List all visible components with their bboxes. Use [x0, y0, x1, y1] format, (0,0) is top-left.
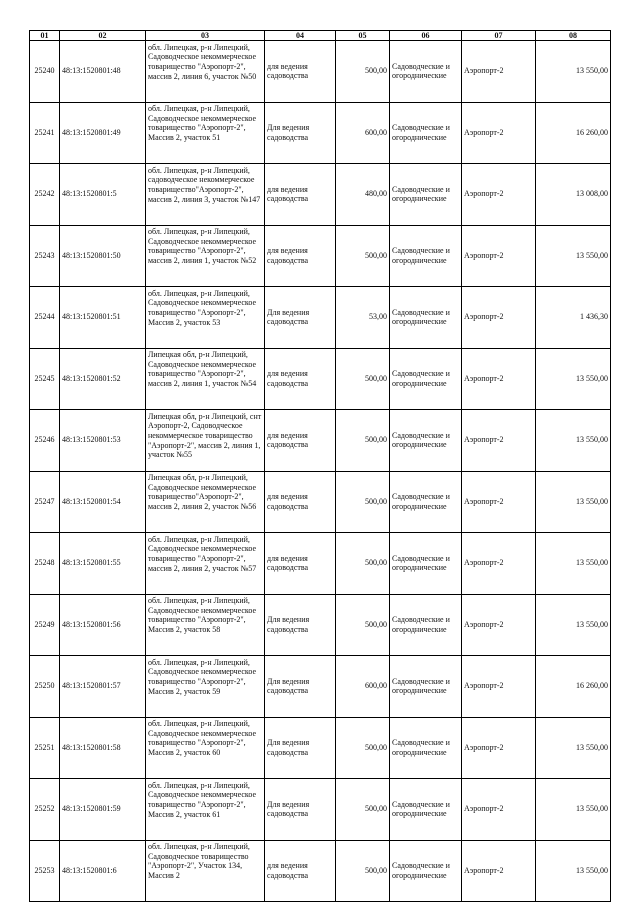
cadastral-number-cell: [60, 225, 146, 287]
zone-name: Аэропорт-2: [464, 865, 504, 875]
cadastral-number-cell: [60, 164, 146, 226]
permitted-use-cell: [265, 102, 336, 164]
land-category-cell: [390, 594, 462, 656]
permitted-use: Для ведения садоводства: [267, 615, 310, 634]
row-id-cell: [30, 840, 60, 902]
permitted-use-cell: [265, 164, 336, 226]
address-cell: [146, 410, 265, 472]
permitted-use-cell: [265, 471, 336, 533]
zone-name-cell: [462, 287, 536, 349]
cadastral-value-cell: [536, 656, 611, 718]
land-category-cell: [390, 348, 462, 410]
area-cell: [336, 410, 390, 472]
land-category: Садоводческие и огороднические: [392, 430, 450, 450]
table-body: [30, 41, 611, 902]
table-row: [30, 471, 611, 533]
row-id-cell: [30, 594, 60, 656]
cadastral-number: 48:13:1520801:52: [62, 373, 121, 383]
zone-name-cell: [462, 41, 536, 103]
row-id-cell: [30, 348, 60, 410]
row-id-cell: [30, 533, 60, 595]
zone-name: Аэропорт-2: [464, 496, 504, 506]
area: 500,00: [365, 250, 387, 260]
land-category: Садоводческие и огороднические: [392, 553, 450, 573]
area-cell: [336, 717, 390, 779]
land-category-cell: [390, 164, 462, 226]
area-cell: [336, 164, 390, 226]
permitted-use: Для ведения садоводства: [267, 676, 310, 696]
address: обл. Липецкая, р-н Липецкий, Садоводческое некоммерческое товарищество "Аэропорт-2", Массив 2, участок 59: [148, 657, 257, 696]
cadastral-value-cell: [536, 102, 611, 164]
cadastral-value: 13 550,00: [576, 66, 608, 76]
area: 500,00: [365, 619, 387, 629]
area-cell: [336, 656, 390, 718]
cadastral-value-cell: [536, 348, 611, 410]
cadastral-number: 48:13:1520801:48: [62, 66, 121, 76]
row-id: 25246: [34, 435, 55, 445]
zone-name-cell: [462, 533, 536, 595]
area-cell: [336, 225, 390, 287]
area: 500,00: [365, 558, 387, 568]
land-category: Садоводческие и огороднические: [392, 307, 450, 327]
zone-name: Аэропорт-2: [464, 127, 504, 137]
row-id-cell: [30, 102, 60, 164]
cadastral-number-cell: [60, 471, 146, 533]
cadastral-number: 48:13:1520801:51: [62, 312, 121, 322]
zone-name: Аэропорт-2: [464, 250, 504, 260]
cadastral-number-cell: [60, 594, 146, 656]
address: обл. Липецкая, р-н Липецкий, Садоводческое некоммерческое товарищество "Аэропорт-2", массив 2, линия 1, участок №52: [148, 227, 257, 266]
land-category-cell: [390, 840, 462, 902]
row-id: 25241: [34, 127, 55, 137]
area: 500,00: [365, 66, 387, 76]
area-cell: [336, 287, 390, 349]
zone-name-cell: [462, 779, 536, 841]
permitted-use-cell: [265, 287, 336, 349]
zone-name: Аэропорт-2: [464, 189, 504, 199]
address-cell: [146, 225, 265, 287]
table-row: [30, 287, 611, 349]
land-category-cell: [390, 471, 462, 533]
cadastral-number-cell: [60, 656, 146, 718]
cadastral-value-cell: [536, 779, 611, 841]
address: обл. Липецкая, р-н Липецкий, садоводческое некоммерческое товарищество"Аэропорт-2", массив 2, линия 3, участок №147: [148, 165, 261, 204]
zone-name-cell: [462, 656, 536, 718]
row-id-cell: [30, 41, 60, 103]
area: 53,00: [369, 312, 387, 322]
permitted-use: Для ведения садоводства: [267, 738, 310, 757]
permitted-use: для ведения садоводства: [267, 492, 309, 511]
address-cell: [146, 594, 265, 656]
column-header: 07: [462, 31, 536, 41]
cadastral-value: 16 260,00: [576, 681, 608, 691]
row-id: 25243: [34, 250, 55, 260]
row-id: 25250: [34, 681, 55, 691]
row-id-cell: [30, 287, 60, 349]
cadastral-value: 13 550,00: [576, 435, 608, 445]
zone-name: Аэропорт-2: [464, 66, 504, 76]
table-row: [30, 41, 611, 103]
permitted-use-cell: [265, 41, 336, 103]
table-row: [30, 779, 611, 841]
address: обл. Липецкая, р-н Липецкий, Садоводческое некоммерческое товарищество "Аэропорт-2", Массив 2, участок 53: [148, 288, 257, 327]
area-cell: [336, 533, 390, 595]
land-category: Садоводческие и огороднические: [392, 123, 450, 142]
land-category-cell: [390, 287, 462, 349]
cadastral-number-cell: [60, 348, 146, 410]
table-row: [30, 840, 611, 902]
column-header: 03: [146, 31, 265, 41]
zone-name-cell: [462, 471, 536, 533]
permitted-use: для ведения садоводства: [267, 61, 309, 81]
cadastral-number: 48:13:1520801:50: [62, 250, 121, 260]
area-cell: [336, 348, 390, 410]
address-cell: [146, 164, 265, 226]
land-category: Садоводческие и огороднические: [392, 861, 450, 880]
permitted-use: для ведения садоводства: [267, 184, 309, 204]
cadastral-number: 48:13:1520801:55: [62, 558, 121, 568]
cadastral-value: 13 550,00: [576, 865, 608, 875]
table-row: [30, 164, 611, 226]
table-row: [30, 102, 611, 164]
cadastral-number: 48:13:1520801:53: [62, 435, 121, 445]
zone-name: Аэропорт-2: [464, 619, 504, 629]
cadastral-number: 48:13:1520801:6: [62, 865, 117, 875]
column-header: 04: [265, 31, 336, 41]
permitted-use-cell: [265, 779, 336, 841]
zone-name-cell: [462, 164, 536, 226]
land-registry-table: [29, 30, 611, 902]
address-cell: [146, 348, 265, 410]
address-cell: [146, 779, 265, 841]
permitted-use-cell: [265, 656, 336, 718]
cadastral-value-cell: [536, 594, 611, 656]
cadastral-value: 16 260,00: [576, 127, 608, 137]
table-row: [30, 533, 611, 595]
land-category-cell: [390, 656, 462, 718]
cadastral-value-cell: [536, 471, 611, 533]
permitted-use: для ведения садоводства: [267, 861, 309, 880]
zone-name: Аэропорт-2: [464, 435, 504, 445]
zone-name: Аэропорт-2: [464, 558, 504, 568]
cadastral-value-cell: [536, 164, 611, 226]
cadastral-number-cell: [60, 779, 146, 841]
row-id-cell: [30, 225, 60, 287]
area: 500,00: [365, 373, 387, 383]
address-cell: [146, 717, 265, 779]
zone-name: Аэропорт-2: [464, 804, 504, 814]
area-cell: [336, 41, 390, 103]
land-category-cell: [390, 225, 462, 287]
column-header: 05: [336, 31, 390, 41]
cadastral-value: 1 436,30: [580, 312, 608, 322]
permitted-use-cell: [265, 717, 336, 779]
cadastral-value: 13 550,00: [576, 804, 608, 814]
area: 500,00: [365, 804, 387, 814]
land-category-cell: [390, 533, 462, 595]
row-id: 25247: [34, 496, 55, 506]
zone-name: Аэропорт-2: [464, 681, 504, 691]
permitted-use-cell: [265, 840, 336, 902]
address-cell: [146, 533, 265, 595]
cadastral-value-cell: [536, 717, 611, 779]
land-category: Садоводческие и огороднические: [392, 246, 450, 265]
row-id: 25252: [34, 804, 55, 814]
cadastral-number: 48:13:1520801:57: [62, 681, 121, 691]
row-id-cell: [30, 471, 60, 533]
cadastral-value: 13 550,00: [576, 496, 608, 506]
land-category: Садоводческие и огороднические: [392, 184, 450, 204]
zone-name: Аэропорт-2: [464, 373, 504, 383]
land-category-cell: [390, 410, 462, 472]
address: Липецкая обл, р-н Липецкий, Садоводческое некоммерческое товарищество"Аэропорт-2", массив 2, линия 2, участок №56: [148, 473, 257, 512]
area-cell: [336, 471, 390, 533]
land-category-cell: [390, 102, 462, 164]
cadastral-number-cell: [60, 717, 146, 779]
land-category-cell: [390, 717, 462, 779]
row-id: 25242: [34, 189, 55, 199]
permitted-use-cell: [265, 225, 336, 287]
area: 500,00: [365, 742, 387, 752]
zone-name-cell: [462, 225, 536, 287]
column-header: 02: [60, 31, 146, 41]
address-cell: [146, 287, 265, 349]
cadastral-value: 13 550,00: [576, 373, 608, 383]
permitted-use: Для ведения садоводства: [267, 799, 310, 819]
permitted-use: для ведения садоводства: [267, 369, 309, 388]
cadastral-value: 13 550,00: [576, 619, 608, 629]
land-category-cell: [390, 41, 462, 103]
zone-name-cell: [462, 348, 536, 410]
area: 500,00: [365, 496, 387, 506]
address-cell: [146, 840, 265, 902]
land-category-cell: [390, 779, 462, 841]
address-cell: [146, 41, 265, 103]
cadastral-number-cell: [60, 102, 146, 164]
permitted-use: для ведения садоводства: [267, 246, 309, 265]
zone-name-cell: [462, 410, 536, 472]
zone-name: Аэропорт-2: [464, 742, 504, 752]
column-header: 01: [30, 31, 60, 41]
row-id-cell: [30, 779, 60, 841]
permitted-use-cell: [265, 533, 336, 595]
row-id: 25240: [34, 66, 55, 76]
cadastral-value-cell: [536, 287, 611, 349]
area: 480,00: [365, 189, 387, 199]
table-row: [30, 410, 611, 472]
row-id: 25249: [34, 619, 55, 629]
zone-name-cell: [462, 102, 536, 164]
area: 500,00: [365, 435, 387, 445]
area-cell: [336, 594, 390, 656]
land-category: Садоводческие и огороднические: [392, 676, 450, 696]
cadastral-value: 13 550,00: [576, 742, 608, 752]
cadastral-number-cell: [60, 287, 146, 349]
cadastral-number: 48:13:1520801:56: [62, 619, 121, 629]
cadastral-value-cell: [536, 840, 611, 902]
row-id-cell: [30, 410, 60, 472]
row-id: 25245: [34, 373, 55, 383]
table-row: [30, 594, 611, 656]
permitted-use: для ведения садоводства: [267, 430, 309, 450]
table-row: [30, 656, 611, 718]
address-cell: [146, 102, 265, 164]
land-category: Садоводческие и огороднические: [392, 369, 450, 388]
header-row: [30, 31, 611, 41]
area: 500,00: [365, 865, 387, 875]
permitted-use-cell: [265, 594, 336, 656]
cadastral-value: 13 008,00: [576, 189, 608, 199]
address: обл. Липецкая, р-н Липецкий, Садоводческое некоммерческое товарищество "Аэропорт-2", Массив 2, участок 51: [148, 104, 257, 143]
table-row: [30, 225, 611, 287]
address: Липецкая обл, р-н Липецкий, Садоводческое некоммерческое товарищество "Аэропорт-2", массив 2, линия 1, участок №54: [148, 350, 257, 389]
address-cell: [146, 656, 265, 718]
zone-name-cell: [462, 594, 536, 656]
cadastral-value: 13 550,00: [576, 250, 608, 260]
land-category: Садоводческие и огороднические: [392, 738, 450, 757]
zone-name-cell: [462, 717, 536, 779]
cadastral-number: 48:13:1520801:59: [62, 804, 121, 814]
address-cell: [146, 471, 265, 533]
cadastral-number-cell: [60, 41, 146, 103]
row-id-cell: [30, 656, 60, 718]
land-category: Садоводческие и огороднические: [392, 61, 450, 81]
row-id: 25244: [34, 312, 55, 322]
column-header: 08: [536, 31, 611, 41]
cadastral-number: 48:13:1520801:54: [62, 496, 121, 506]
cadastral-number: 48:13:1520801:5: [62, 189, 117, 199]
cadastral-number-cell: [60, 533, 146, 595]
cadastral-value: 13 550,00: [576, 558, 608, 568]
table-row: [30, 348, 611, 410]
address: обл. Липецкая, р-н Липецкий, Садоводческое некоммерческое товарищество "Аэропорт-2", Массив 2, участок 60: [148, 719, 257, 758]
area: 600,00: [365, 681, 387, 691]
row-id: 25251: [34, 742, 55, 752]
cadastral-number: 48:13:1520801:58: [62, 742, 121, 752]
row-id: 25248: [34, 558, 55, 568]
zone-name-cell: [462, 840, 536, 902]
column-header: 06: [390, 31, 462, 41]
cadastral-value-cell: [536, 225, 611, 287]
table-row: [30, 717, 611, 779]
land-category: Садоводческие и огороднические: [392, 492, 450, 511]
permitted-use-cell: [265, 348, 336, 410]
row-id-cell: [30, 164, 60, 226]
area: 600,00: [365, 127, 387, 137]
cadastral-number: 48:13:1520801:49: [62, 127, 121, 137]
permitted-use: Для ведения садоводства: [267, 307, 310, 327]
row-id: 25253: [34, 865, 55, 875]
address: Липецкая обл, р-н Липецкий, снт Аэропорт-2, Садоводческое некоммерческое товарищество "Аэропорт-2", массив 2, линия 1, участок №55: [148, 411, 262, 460]
area-cell: [336, 840, 390, 902]
land-category: Садоводческие и огороднические: [392, 799, 450, 819]
address: обл. Липецкая, р-н Липецкий, Садоводческое некоммерческое товарищество "Аэропорт-2", массив 2, линия 6, участок №50: [148, 42, 257, 81]
cadastral-number-cell: [60, 840, 146, 902]
area-cell: [336, 779, 390, 841]
permitted-use: Для ведения садоводства: [267, 123, 310, 142]
address: обл. Липецкая, р-н Липецкий, Садоводческое некоммерческое товарищество "Аэропорт-2", массив 2, линия 2, участок №57: [148, 534, 257, 573]
address: обл. Липецкая, р-н Липецкий, Садоводческое некоммерческое товарищество "Аэропорт-2", Массив 2, участок 61: [148, 780, 257, 819]
cadastral-value-cell: [536, 533, 611, 595]
land-category: Садоводческие и огороднические: [392, 615, 450, 634]
row-id-cell: [30, 717, 60, 779]
zone-name: Аэропорт-2: [464, 312, 504, 322]
cadastral-value-cell: [536, 41, 611, 103]
address: обл. Липецкая, р-н Липецкий, Садоводческое товарищество "Аэропорт-2", Участок 134, Массив 2: [148, 842, 250, 881]
address: обл. Липецкая, р-н Липецкий, Садоводческое некоммерческое товарищество "Аэропорт-2", Массив 2, участок 58: [148, 596, 257, 635]
area-cell: [336, 102, 390, 164]
permitted-use-cell: [265, 410, 336, 472]
cadastral-value-cell: [536, 410, 611, 472]
cadastral-number-cell: [60, 410, 146, 472]
permitted-use: для ведения садоводства: [267, 553, 309, 573]
